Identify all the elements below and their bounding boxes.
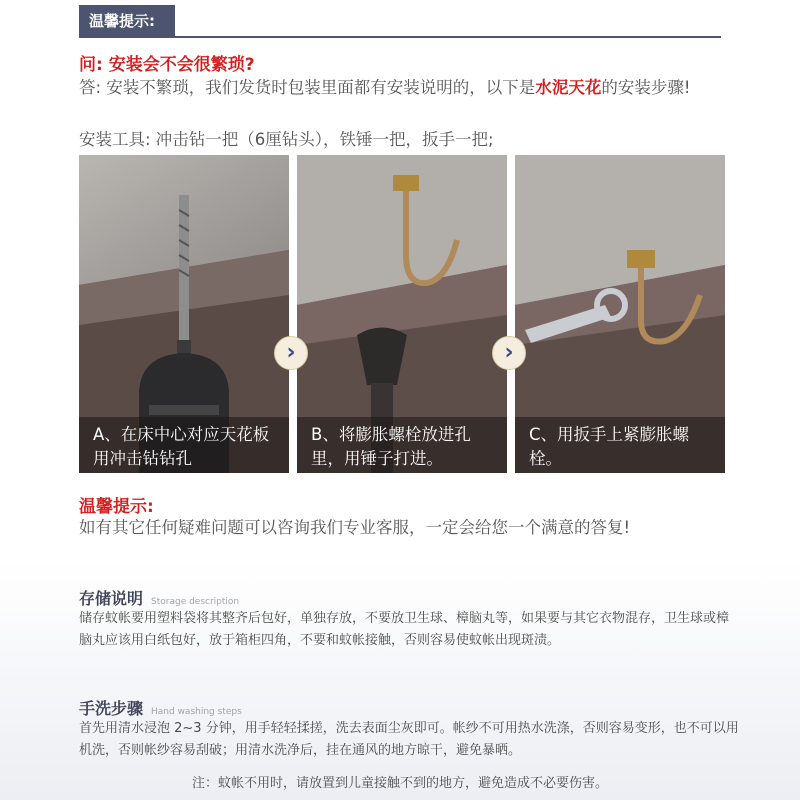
step-a-caption: A、在床中心对应天花板用冲击钻钻孔 bbox=[79, 417, 289, 473]
washing-subtitle: Hand washing steps bbox=[151, 707, 242, 717]
storage-title bbox=[79, 586, 239, 609]
warm-tip-text: 如有其它任何疑难问题可以咨询我们专业客服，一定会给您一个满意的答复! bbox=[79, 518, 631, 537]
tools-text: 安装工具: 冲击钻一把（6厘钻头），铁锤一把，扳手一把; bbox=[79, 130, 494, 149]
step-a-photo bbox=[79, 155, 289, 473]
storage-subtitle: Storage description bbox=[151, 597, 240, 607]
question-text: 问: 安装会不会很繁琐? bbox=[79, 55, 255, 75]
washing-title-text: 手洗步骤 bbox=[79, 699, 144, 718]
footer-note: 注：蚊帐不用时，请放置到儿童接触不到的地方，避免造成不必要伤害。 bbox=[191, 776, 608, 791]
answer-highlight: 水泥天花 bbox=[535, 78, 602, 97]
washing-text: 首先用清水浸泡 2~3 分钟，用手轻轻揉搓，洗去表面尘灰即可。帐纱不可用热水洗涤，否则容易变形，也不可以用机洗，否则帐纱容易刮破；用清水洗净后，挂在通风的地方晾干，避免暴晒。 bbox=[79, 721, 739, 758]
storage-text: 储存蚊帐要用塑料袋将其整齐后包好，单独存放，不要放卫生球、樟脑丸等，如果要与其它衣物混存，卫生球或樟脑丸应该用白纸包好，放于箱柜四角，不要和蚊帐接触，否则容易使蚊帐出现斑渍。 bbox=[79, 611, 730, 648]
warm-tip-title: 温馨提示: bbox=[79, 497, 154, 517]
answer-suffix: 的安装步骤! bbox=[601, 78, 691, 97]
answer-text bbox=[79, 76, 739, 100]
step-b-photo bbox=[297, 155, 507, 473]
chevron-right-icon: › bbox=[492, 336, 526, 370]
chevron-right-icon: › bbox=[274, 336, 308, 370]
storage-title-text: 存储说明 bbox=[79, 589, 144, 608]
washing-title bbox=[79, 696, 242, 719]
tip-badge: 温馨提示: bbox=[79, 5, 175, 37]
header-divider bbox=[79, 36, 721, 38]
step-c-caption: C、用扳手上紧膨胀螺栓。 bbox=[515, 417, 725, 473]
answer-prefix: 答: 安装不繁琐，我们发货时包装里面都有安装说明的，以下是 bbox=[79, 78, 536, 97]
step-c-photo bbox=[515, 155, 725, 473]
step-b-caption: B、将膨胀螺栓放进孔里，用锤子打进。 bbox=[297, 417, 507, 473]
